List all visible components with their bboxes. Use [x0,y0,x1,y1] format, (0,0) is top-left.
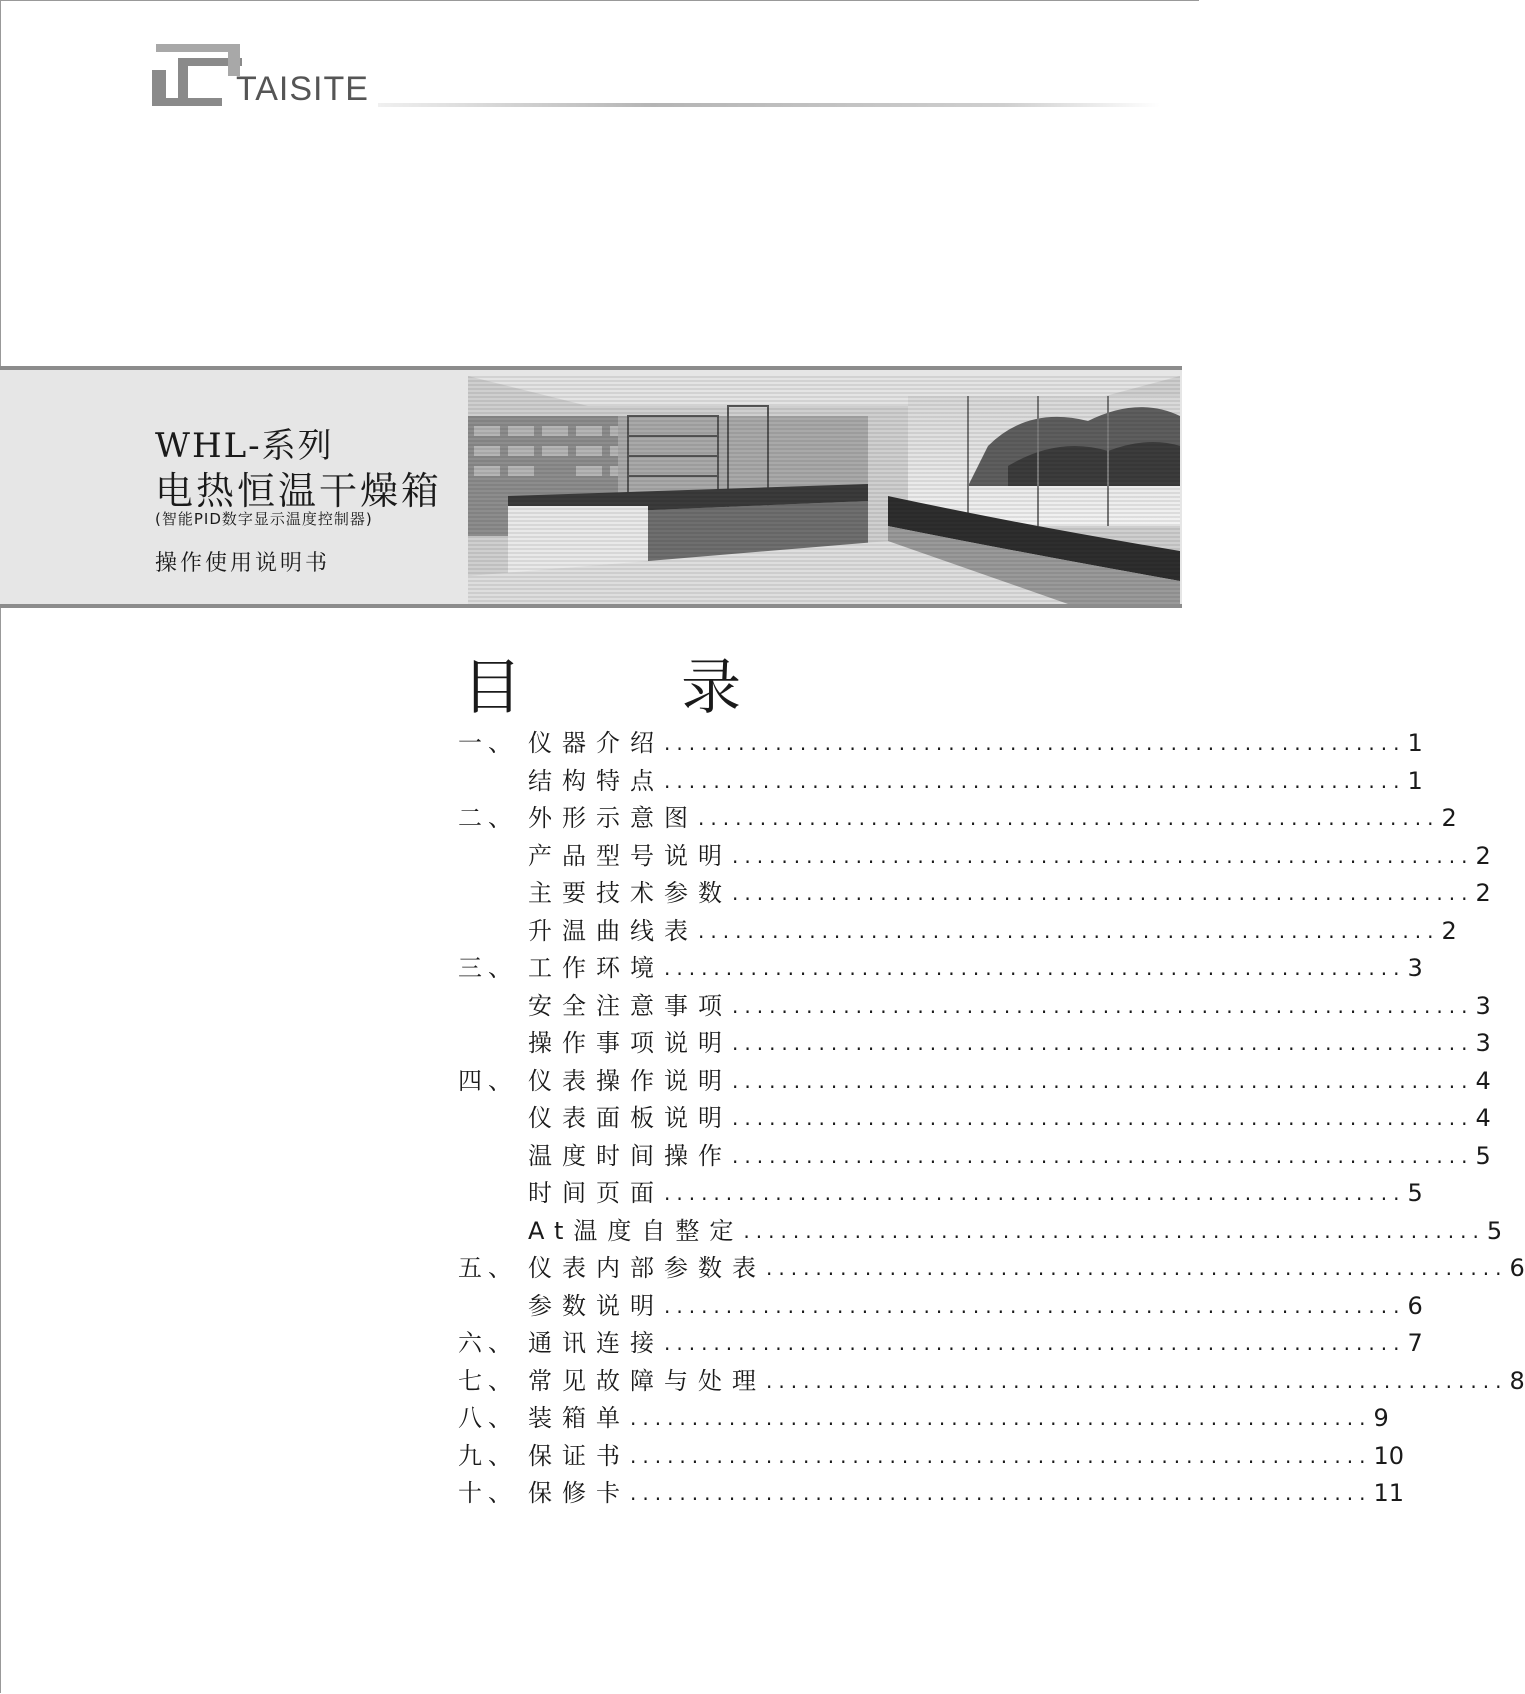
toc-entry[interactable] [458,1438,1404,1476]
toc-dot-leader: ............................................................ [630,1406,1372,1430]
toc-dot-leader: ............................................................ [732,993,1474,1018]
toc-entry-page: 5 [1486,1216,1503,1245]
toc-entry-number: 二、 [458,804,518,832]
toc-entry-number: 十、 [458,1479,518,1507]
toc-entry-page: 5 [1475,1141,1491,1170]
toc-entry-label: 通讯连接 [528,1329,664,1357]
toc-entry[interactable] [458,950,1423,988]
toc-dot-leader: ............................................................ [664,1181,1406,1205]
toc-entry-page: 10 [1373,1441,1404,1470]
toc-dot-leader: ............................................................ [766,1256,1508,1280]
toc-entry-label: 温度时间操作 [528,1141,732,1170]
toc-dot-leader: ............................................................ [664,1331,1406,1355]
toc-dot-leader: ............................................................ [630,1481,1372,1505]
toc-dot-leader: ............................................................ [732,881,1474,905]
toc-entry-label: 装箱单 [528,1404,630,1432]
toc-entry-label: 仪表内部参数表 [528,1254,766,1282]
toc-entry[interactable] [458,1400,1389,1438]
toc-entry-number: 七、 [458,1366,518,1395]
toc-entry-number: 八、 [458,1404,518,1432]
toc-dot-leader: ............................................................ [732,1031,1474,1055]
toc-entry[interactable] [458,763,1423,801]
toc-entry[interactable] [458,1475,1404,1513]
toc-entry-page: 9 [1373,1404,1389,1432]
toc-entry-label: 安全注意事项 [528,991,732,1020]
toc-entry[interactable] [458,1213,1503,1251]
toc-entry-number: 九、 [458,1441,518,1470]
toc-entry[interactable] [458,1025,1491,1063]
toc-entry-label: At温度自整定 [528,1216,744,1245]
toc-entry-label: 工作环境 [528,954,664,982]
toc-entry[interactable] [458,913,1457,951]
toc-entry-page: 1 [1407,766,1423,795]
toc-entry-page: 3 [1407,954,1423,982]
toc-dot-leader: ............................................................ [743,1218,1485,1243]
brand-name: TAISITE [236,70,369,108]
toc-entry-page: 6 [1509,1254,1525,1282]
toc-entry-label: 仪器介绍 [528,729,664,757]
toc-entry-page: 1 [1407,729,1423,757]
toc-entry-number: 三、 [458,954,518,982]
toc-entry-label: 外形示意图 [528,804,698,832]
product-name: 电热恒温干燥箱 [155,469,443,513]
laboratory-interior-photo [468,376,1180,604]
product-subtitle: (智能PID数字显示温度控制器) [155,510,373,528]
toc-dot-leader: ............................................................ [698,918,1440,943]
toc-entry-page: 2 [1441,916,1457,945]
toc-entry-label: 仪表操作说明 [528,1066,732,1095]
toc-entry-label: 产品型号说明 [528,841,732,870]
toc-entry[interactable] [458,988,1491,1026]
toc-dot-leader: ............................................................ [732,843,1474,868]
toc-dot-leader: ............................................................ [664,956,1406,980]
toc-entry-label: 时间页面 [528,1179,664,1207]
toc-entry-label: 主要技术参数 [528,879,732,907]
title-banner [0,366,1182,608]
toc-entry[interactable] [458,1325,1423,1363]
toc-dot-leader: ............................................................ [732,1143,1474,1168]
toc-entry-page: 2 [1441,804,1457,832]
toc-entry-label: 常见故障与处理 [528,1366,766,1395]
toc-entry-label: 保修卡 [528,1479,630,1507]
manual-title: 操作使用说明书 [155,551,331,576]
toc-entry-number: 一、 [458,729,518,757]
toc-entry-page: 7 [1407,1329,1423,1357]
toc-entry[interactable] [458,875,1491,913]
toc-dot-leader: ............................................................ [664,768,1406,793]
toc-entry[interactable] [458,1175,1423,1213]
toc-dot-leader: ............................................................ [698,806,1440,830]
toc-entry-number: 五、 [458,1254,518,1282]
toc-entry[interactable] [458,1063,1491,1101]
toc-entry-label: 保证书 [528,1441,630,1470]
toc-entry[interactable] [458,725,1423,763]
toc-entry[interactable] [458,1288,1423,1326]
toc-entry-page: 5 [1407,1179,1423,1207]
toc-entry[interactable] [458,1100,1491,1138]
toc-entry-label: 仪表面板说明 [528,1104,732,1132]
toc-dot-leader: ............................................................ [630,1443,1372,1468]
toc-entry[interactable] [458,1250,1525,1288]
toc-entry-page: 4 [1475,1104,1491,1132]
toc-dot-leader: ............................................................ [732,1106,1474,1130]
table-of-contents [458,725,1525,1513]
toc-entry-number: 四、 [458,1066,518,1095]
header-rule [378,103,1160,107]
toc-dot-leader: ............................................................ [732,1068,1474,1093]
toc-entry-page: 11 [1373,1479,1404,1507]
toc-entry-page: 3 [1475,991,1491,1020]
toc-entry-number: 六、 [458,1329,518,1357]
toc-dot-leader: ............................................................ [664,731,1406,755]
toc-entry-page: 3 [1475,1029,1491,1057]
toc-entry-page: 8 [1509,1366,1525,1395]
model-series: WHL-系列 [155,426,334,466]
toc-entry-label: 参数说明 [528,1291,664,1320]
toc-entry-page: 2 [1475,841,1491,870]
toc-entry-page: 2 [1475,879,1491,907]
toc-entry[interactable] [458,838,1491,876]
toc-entry[interactable] [458,800,1457,838]
toc-title: 目 录 [462,653,812,723]
toc-entry-page: 6 [1407,1291,1423,1320]
toc-entry-page: 4 [1475,1066,1491,1095]
ts-logo-icon [152,42,244,114]
toc-entry[interactable] [458,1138,1491,1176]
toc-entry[interactable] [458,1363,1525,1401]
toc-entry-label: 结构特点 [528,766,664,795]
toc-entry-label: 操作事项说明 [528,1029,732,1057]
toc-dot-leader: ............................................................ [664,1293,1406,1318]
toc-entry-label: 升温曲线表 [528,916,698,945]
toc-dot-leader: ............................................................ [766,1368,1508,1393]
